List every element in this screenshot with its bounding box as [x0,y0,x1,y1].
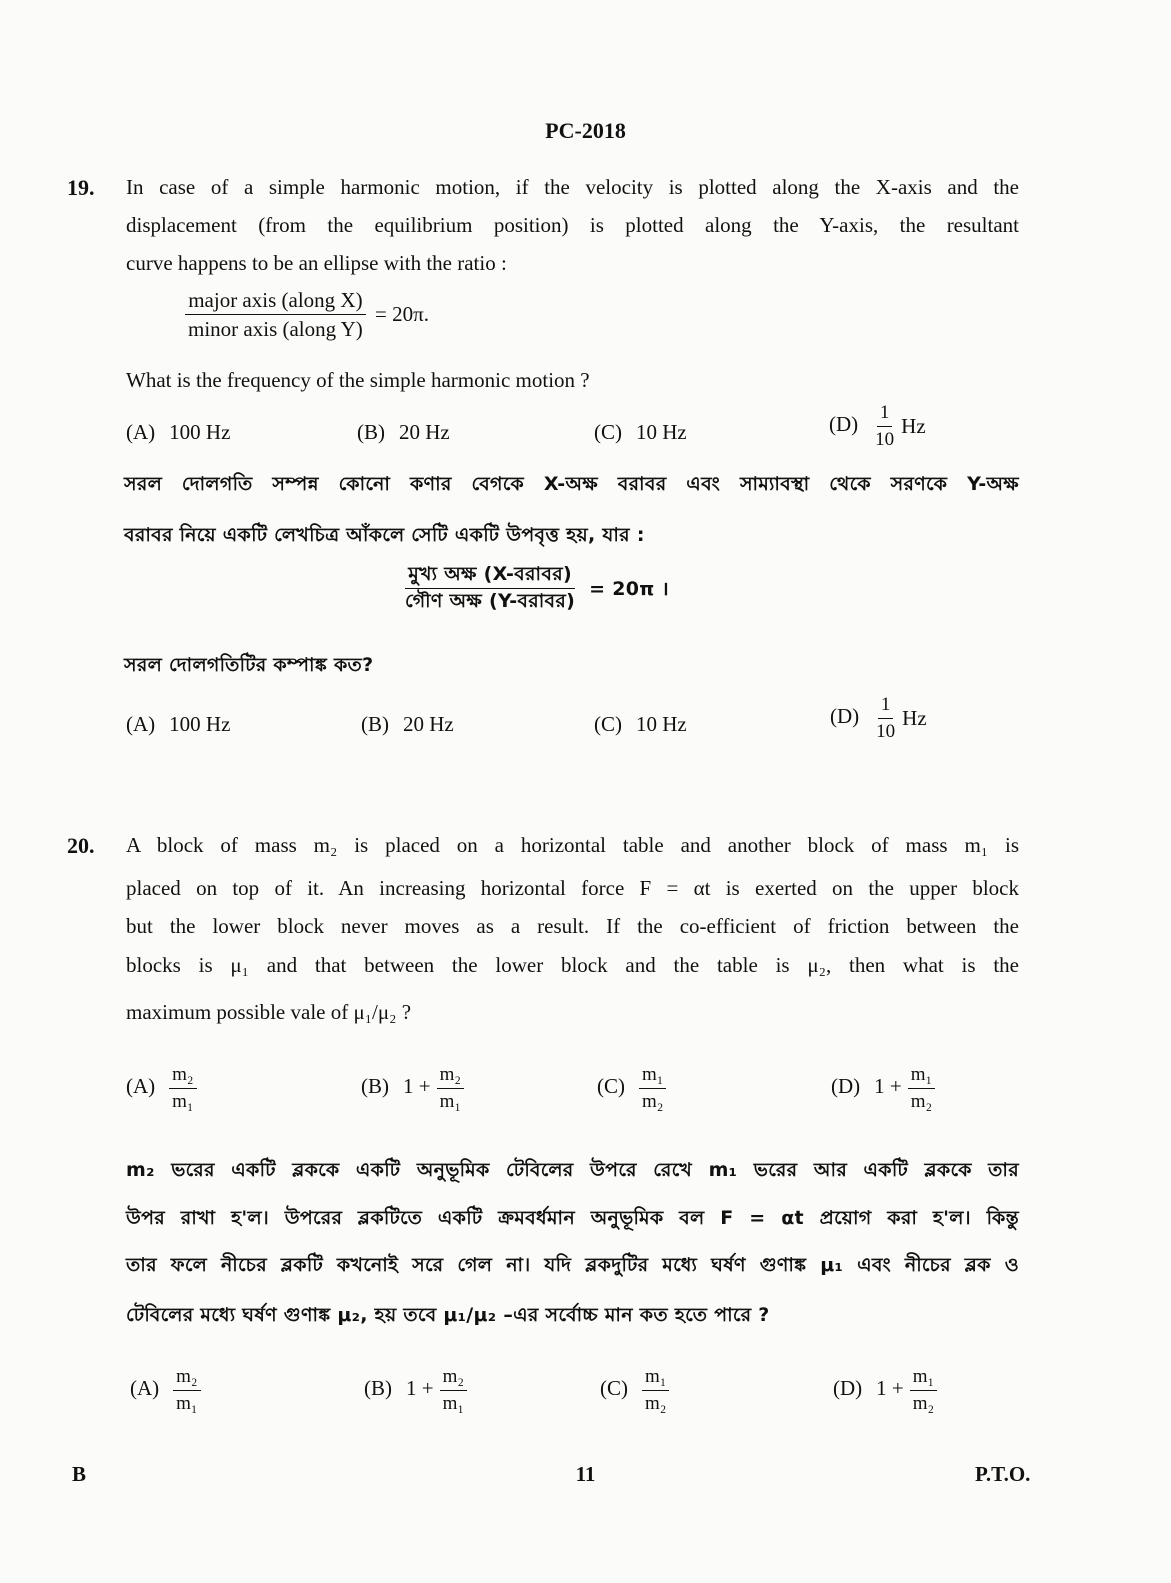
q20-bn-option-d[interactable] [833,1366,937,1415]
q19-option-d[interactable] [829,402,926,451]
fraction-denominator: 10 [875,428,895,450]
option-text: 20 Hz [399,420,450,444]
option-fraction [173,1366,200,1415]
q20-bengali-line-1: m₂ ভরের একটি ব্লককে একটি অনুভূমিক টেবিলের উপরে রেখে m₁ ভরের আর একটি ব্লককে তার [126,1159,1019,1181]
q20-option-d[interactable] [831,1064,935,1113]
option-prefix: 1 + [876,1376,904,1401]
q19-bn-option-a[interactable] [126,712,230,737]
q19-bn-option-d[interactable] [830,694,927,743]
bengali-ratio-fraction [402,564,578,613]
fraction-denominator: m₁ [172,1090,194,1112]
q19-ratio-equation [185,288,429,341]
q20-english-line-2: placed on top of it. An increasing horizontal force F = αt is exerted on the upper block [126,876,1019,900]
ratio-value: = 20π. [375,302,429,327]
option-label: (A) [126,1074,156,1099]
bengali-ratio-denominator: গৌণ অক্ষ (Y-বরাবর) [405,589,576,612]
option-label: (B) [361,712,389,736]
option-prefix: 1 + [406,1376,434,1401]
q19-english-line-2: displacement (from the equilibrium position) is plotted along the Y-axis, the resultant [126,213,1019,237]
option-text: 100 Hz [169,420,231,444]
option-fraction [642,1366,669,1415]
option-prefix: 1 + [874,1074,902,1099]
option-fraction [872,402,897,451]
option-label: (D) [829,412,859,437]
bengali-ratio-numerator: মুখ্য অক্ষ (X-বরাবর) [405,564,575,589]
fraction-numerator: m₂ [437,1064,464,1089]
option-fraction [639,1064,666,1113]
fraction-numerator: m₁ [910,1366,937,1391]
please-turn-over: P.T.O. [975,1462,1031,1486]
q20-bn-option-b[interactable] [364,1366,467,1415]
ratio-denominator: minor axis (along Y) [188,317,363,342]
option-label: (D) [831,1074,861,1099]
q20-bn-option-c[interactable] [600,1366,669,1415]
fraction-numerator: 1 [878,694,894,719]
bengali-ratio-value: = 20π । [589,578,669,601]
q19-english-line-3: curve happens to be an ellipse with the ratio : [126,251,507,275]
q20-bn-option-a[interactable] [130,1366,201,1415]
fraction-denominator: 10 [876,720,896,742]
q19-bengali-line-2: বরাবর নিয়ে একটি লেখচিত্র আঁকলে সেটি একটি উপবৃত্ত হয়, যার : [124,524,645,546]
q20-english-line-5: maximum possible vale of μ₁/μ₂ ? [126,1000,412,1024]
option-label: (A) [126,420,156,444]
ratio-numerator: major axis (along X) [185,288,365,315]
option-fraction [908,1064,935,1113]
option-text: 20 Hz [403,712,454,736]
q19-bn-option-b[interactable] [361,712,454,737]
option-unit: Hz [901,413,926,438]
option-label: (B) [357,420,385,444]
page-number: 11 [575,1462,596,1486]
fraction-denominator: m₂ [912,1392,935,1414]
option-unit: Hz [902,705,927,730]
q19-option-c[interactable] [594,420,687,445]
q20-english-line-4: blocks is μ₁ and that between the lower block and the table is μ₂, then what is the [126,953,1019,977]
fraction-denominator: m₂ [642,1090,664,1112]
option-text: 10 Hz [636,420,687,444]
option-label: (C) [594,420,622,444]
option-fraction [873,694,898,743]
option-prefix: 1 + [403,1074,431,1099]
q20-english-line-1: A block of mass m₂ is placed on a horizontal table and another block of mass m₁ is [126,833,1019,857]
fraction-numerator: m₁ [639,1064,666,1089]
q19-bengali-question: সরল দোলগতিটির কম্পাঙ্ক কত? [124,654,374,676]
q19-bengali-line-1: সরল দোলগতি সম্পন্ন কোনো কণার বেগকে X-অক্ষ বরাবর এবং সাম্যাবস্থা থেকে সরণকে Y-অক্ষ [124,473,1019,495]
option-label: (A) [130,1376,160,1401]
q19-option-a[interactable] [126,420,230,445]
q20-bengali-options [0,1366,1171,1426]
footer-set-code: B [72,1462,87,1486]
fraction-numerator: m₂ [169,1064,196,1089]
fraction-numerator: m₂ [440,1366,467,1391]
q20-bengali-line-4: টেবিলের মধ্যে ঘর্ষণ গুণাঙ্ক μ₂, হয় তবে μ₁/μ₂ –এর সর্বোচ্চ মান কত হতে পারে ? [126,1304,770,1326]
option-label: (A) [126,712,156,736]
q20-option-b[interactable] [361,1064,464,1113]
fraction-numerator: 1 [877,402,893,427]
fraction-numerator: m₁ [908,1064,935,1089]
q20-bengali-line-2: উপর রাখা হ'ল। উপরের ব্লকটিতে একটি ক্রমবর্ধমান অনুভূমিক বল F = αt প্রয়োগ করা হ'ল। কিন্তু [126,1207,1019,1229]
fraction-numerator: m₁ [642,1366,669,1391]
fraction-denominator: m₁ [442,1392,464,1414]
option-label: (D) [833,1376,863,1401]
q19-english-line-1: In case of a simple harmonic motion, if the velocity is plotted along the X-axis and the [126,175,1019,199]
option-text: 100 Hz [169,712,231,736]
q20-english-options [0,1064,1171,1124]
q20-english-line-3: but the lower block never moves as a result. If the co-efficient of friction between the [126,914,1019,938]
option-fraction [169,1064,196,1113]
paper-code: PC-2018 [545,118,626,143]
q20-option-c[interactable] [597,1064,666,1113]
option-label: (B) [361,1074,389,1099]
option-label: (C) [594,712,622,736]
q19-option-b[interactable] [357,420,450,445]
option-label: (B) [364,1376,392,1401]
fraction-denominator: m₂ [645,1392,667,1414]
q19-bengali-ratio-equation [402,564,669,613]
option-fraction [437,1064,464,1113]
option-label: (C) [597,1074,625,1099]
q19-bengali-options [0,694,1171,752]
option-label: (D) [830,704,860,729]
fraction-denominator: m₁ [439,1090,461,1112]
option-text: 10 Hz [636,712,687,736]
ratio-fraction [185,288,366,341]
option-fraction [440,1366,467,1415]
question-number-19: 19. [67,175,95,200]
q19-bn-option-c[interactable] [594,712,687,737]
q20-option-a[interactable] [126,1064,197,1113]
q19-english-options [0,402,1171,460]
option-label: (C) [600,1376,628,1401]
fraction-denominator: m₂ [910,1090,933,1112]
q19-question: What is the frequency of the simple harmonic motion ? [126,368,590,392]
q20-bengali-line-3: তার ফলে নীচের ব্লকটি কখনোই সরে গেল না। যদি ব্লকদুটির মধ্যে ঘর্ষণ গুণাঙ্ক μ₁ এবং নীচের ব্লক ও [126,1254,1019,1276]
fraction-numerator: m₂ [173,1366,200,1391]
option-fraction [910,1366,937,1415]
question-number-20: 20. [67,833,95,858]
fraction-denominator: m₁ [176,1392,198,1414]
